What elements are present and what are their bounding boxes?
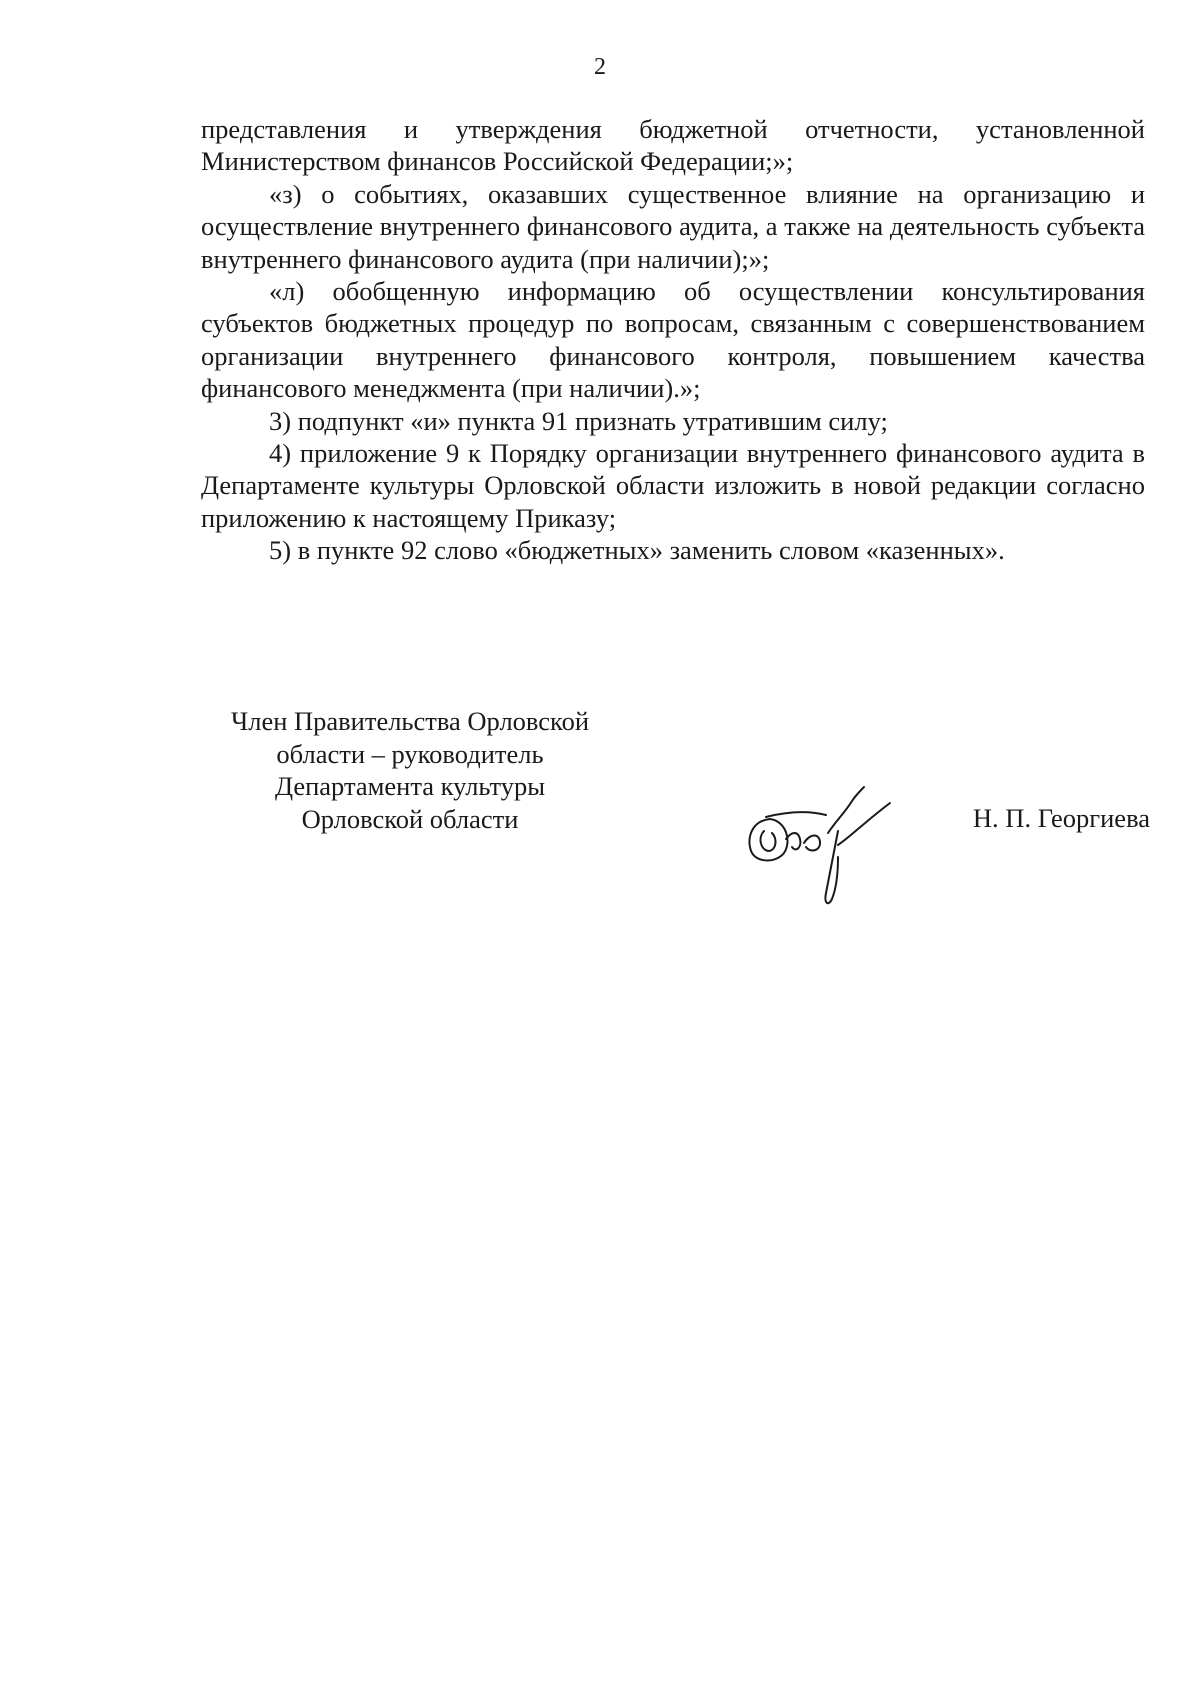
signer-position-line: Орловской области [301,803,519,834]
page-number: 2 [594,54,606,80]
paragraph-item-4: 4) приложение 9 к Порядку организации внутреннего финансового аудита в Департаменте культуры Орловской области изложить в новой редакции согласно приложению к настоящему Приказу; [201,438,1145,533]
paragraph-item-3: 3) подпункт «и» пункта 91 признать утратившим силу; [269,405,888,436]
signer-position-line: области – руководитель [276,738,544,769]
document-body [201,113,1145,567]
signer-position-line: Член Правительства Орловской [231,706,589,736]
signer-position-line: Департамента культуры [274,771,546,801]
signer-name: Н. П. Георгиева [972,803,1150,833]
paragraph-item-z: «з) о событиях, оказавших существенное влияние на организацию и осуществление внутреннего финансового аудита, а также на деятельность субъекта внутреннего финансового аудита (при наличии);»; [201,178,1145,274]
handwritten-signature [740,781,910,911]
paragraph-continuation: представления и утверждения бюджетной отчетности, установленной Министерством финансов Российской Федерации;»; [201,114,1145,177]
paragraph-item-l: «л) обобщенную информацию об осуществлении консультирования субъектов бюджетных процедур по вопросам, связанным с совершенствованием организации внутреннего финансового контроля, повышением качества финансового менеджмента (при наличии).»; [201,276,1145,404]
signer-position [200,705,620,835]
paragraph-item-5: 5) в пункте 92 слово «бюджетных» заменить словом «казенных». [269,535,1005,566]
signature-block [200,705,1150,905]
